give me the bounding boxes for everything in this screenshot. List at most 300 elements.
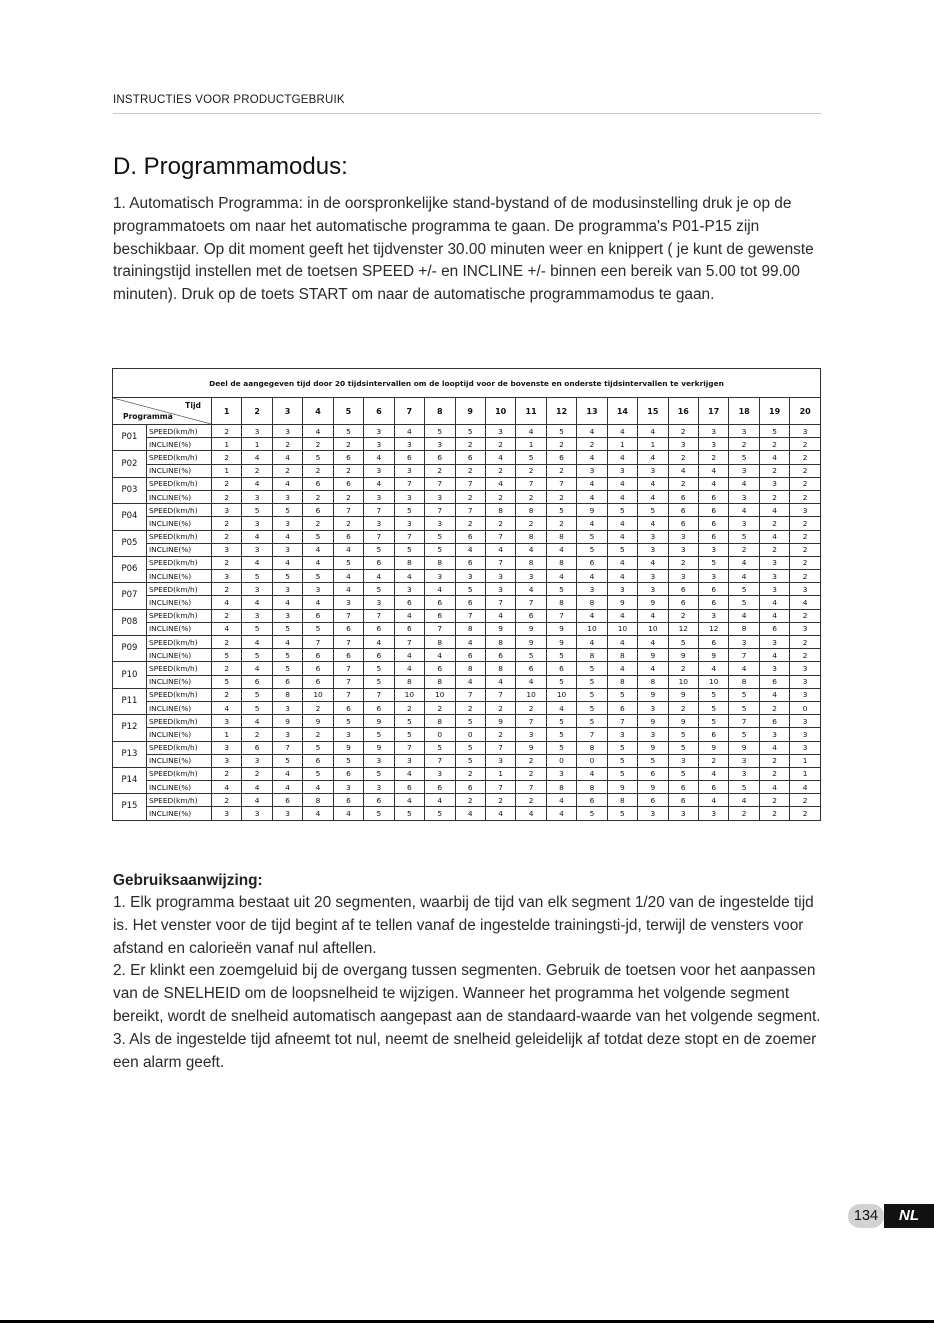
speed-value-cell: 3 (212, 715, 242, 728)
incline-value-cell: 1 (516, 438, 546, 451)
incline-value-cell: 0 (455, 728, 485, 741)
speed-value-cell: 9 (729, 741, 759, 754)
table-row (113, 570, 821, 583)
speed-value-cell: 6 (425, 662, 455, 675)
speed-value-cell: 5 (607, 688, 637, 701)
incline-value-cell: 5 (272, 754, 302, 767)
speed-value-cell: 5 (333, 425, 363, 438)
speed-value-cell: 8 (577, 741, 607, 754)
speed-value-cell: 9 (516, 741, 546, 754)
speed-value-cell: 4 (577, 609, 607, 622)
incline-value-cell: 3 (699, 807, 729, 820)
incline-value-cell: 3 (425, 438, 455, 451)
incline-value-cell: 2 (394, 701, 424, 714)
speed-value-cell: 4 (272, 556, 302, 569)
speed-value-cell: 4 (272, 530, 302, 543)
speed-value-cell: 5 (607, 741, 637, 754)
program-name: P14 (113, 767, 147, 793)
speed-value-cell: 6 (546, 662, 576, 675)
speed-value-cell: 8 (425, 715, 455, 728)
speed-value-cell: 4 (364, 477, 394, 490)
page-number: 134 (848, 1204, 884, 1228)
speed-value-cell: 3 (212, 504, 242, 517)
speed-value-cell: 6 (546, 451, 576, 464)
incline-value-cell: 2 (303, 438, 333, 451)
speed-value-cell: 2 (212, 477, 242, 490)
speed-value-cell: 3 (790, 715, 821, 728)
usage-paragraph-2: 2. Er klinkt een zoemgeluid bij de overgang tussen segmenten. Gebruik de toetsen voor het aanpassen van de SNELHEID om de loopsnelheid te wijzigen. Wanneer het programma het volgende segment bereikt, wordt de snelheid automatisch aangepast aan de standaard-waarde van het volgende segment. (113, 962, 821, 1025)
incline-value-cell: 7 (485, 596, 515, 609)
table-row (113, 438, 821, 451)
speed-value-cell: 6 (577, 794, 607, 807)
speed-value-cell: 2 (212, 556, 242, 569)
incline-value-cell: 5 (699, 701, 729, 714)
table-row (113, 543, 821, 556)
speed-value-cell: 5 (303, 767, 333, 780)
speed-label: SPEED(km/h) (147, 741, 212, 754)
time-column-header: 4 (303, 398, 333, 425)
program-name: P06 (113, 556, 147, 582)
speed-value-cell: 4 (729, 662, 759, 675)
speed-value-cell: 9 (333, 741, 363, 754)
speed-value-cell: 7 (333, 609, 363, 622)
speed-value-cell: 4 (303, 425, 333, 438)
speed-value-cell: 2 (212, 662, 242, 675)
incline-value-cell: 4 (455, 807, 485, 820)
program-name: P08 (113, 609, 147, 635)
incline-value-cell: 4 (303, 781, 333, 794)
speed-value-cell: 4 (577, 477, 607, 490)
incline-value-cell: 6 (303, 649, 333, 662)
incline-value-cell: 3 (638, 728, 668, 741)
table-row (113, 767, 821, 780)
speed-value-cell: 3 (638, 530, 668, 543)
speed-value-cell: 2 (485, 794, 515, 807)
speed-value-cell: 4 (272, 477, 302, 490)
table-row (113, 715, 821, 728)
incline-value-cell: 12 (668, 622, 698, 635)
speed-value-cell: 4 (272, 636, 302, 649)
time-column-header: 7 (394, 398, 424, 425)
speed-value-cell: 8 (485, 504, 515, 517)
table-row (113, 688, 821, 701)
speed-value-cell: 3 (546, 767, 576, 780)
incline-value-cell: 4 (607, 517, 637, 530)
speed-value-cell: 5 (272, 504, 302, 517)
speed-value-cell: 4 (577, 636, 607, 649)
incline-value-cell: 2 (303, 464, 333, 477)
speed-value-cell: 5 (455, 583, 485, 596)
incline-value-cell: 2 (759, 464, 789, 477)
incline-value-cell: 2 (759, 517, 789, 530)
speed-value-cell: 9 (485, 715, 515, 728)
speed-value-cell: 5 (729, 583, 759, 596)
speed-value-cell: 2 (212, 767, 242, 780)
incline-value-cell: 4 (212, 622, 242, 635)
incline-value-cell: 2 (546, 438, 576, 451)
incline-value-cell: 4 (546, 807, 576, 820)
incline-value-cell: 5 (364, 807, 394, 820)
table-row (113, 530, 821, 543)
incline-value-cell: 5 (212, 649, 242, 662)
speed-value-cell: 8 (516, 530, 546, 543)
incline-value-cell: 5 (242, 622, 272, 635)
incline-value-cell: 3 (272, 728, 302, 741)
speed-value-cell: 4 (485, 477, 515, 490)
speed-label: SPEED(km/h) (147, 477, 212, 490)
speed-value-cell: 9 (638, 688, 668, 701)
speed-value-cell: 5 (638, 504, 668, 517)
incline-value-cell: 3 (577, 464, 607, 477)
speed-value-cell: 6 (364, 556, 394, 569)
incline-value-cell: 2 (759, 490, 789, 503)
speed-value-cell: 4 (638, 556, 668, 569)
table-row (113, 609, 821, 622)
incline-value-cell: 2 (485, 701, 515, 714)
incline-value-cell: 9 (638, 596, 668, 609)
speed-value-cell: 6 (333, 530, 363, 543)
incline-value-cell: 9 (638, 649, 668, 662)
speed-value-cell: 7 (394, 636, 424, 649)
speed-value-cell: 2 (668, 425, 698, 438)
speed-value-cell: 4 (485, 609, 515, 622)
table-row (113, 794, 821, 807)
incline-value-cell: 2 (790, 649, 821, 662)
incline-value-cell: 3 (272, 517, 302, 530)
speed-value-cell: 10 (516, 688, 546, 701)
incline-label: INCLINE(%) (147, 622, 212, 635)
table-row (113, 741, 821, 754)
incline-value-cell: 2 (729, 438, 759, 451)
speed-value-cell: 4 (638, 477, 668, 490)
speed-value-cell: 3 (759, 477, 789, 490)
incline-value-cell: 10 (638, 622, 668, 635)
incline-value-cell: 3 (364, 517, 394, 530)
speed-label: SPEED(km/h) (147, 636, 212, 649)
speed-value-cell: 2 (516, 794, 546, 807)
time-column-header: 14 (607, 398, 637, 425)
speed-value-cell: 8 (303, 794, 333, 807)
incline-value-cell: 4 (759, 649, 789, 662)
speed-value-cell: 7 (333, 504, 363, 517)
incline-label: INCLINE(%) (147, 517, 212, 530)
incline-value-cell: 2 (242, 464, 272, 477)
incline-value-cell: 5 (577, 675, 607, 688)
incline-value-cell: 6 (485, 649, 515, 662)
incline-value-cell: 4 (303, 807, 333, 820)
incline-value-cell: 3 (333, 728, 363, 741)
speed-value-cell: 2 (516, 767, 546, 780)
speed-value-cell: 3 (668, 530, 698, 543)
incline-value-cell: 4 (790, 596, 821, 609)
language-tag: NL (884, 1204, 934, 1228)
table-row (113, 622, 821, 635)
incline-value-cell: 6 (303, 754, 333, 767)
incline-value-cell: 2 (759, 701, 789, 714)
speed-value-cell: 9 (546, 636, 576, 649)
speed-value-cell: 7 (516, 715, 546, 728)
usage-paragraph-3: 3. Als de ingestelde tijd afneemt tot nul, neemt de snelheid geleidelijk af totdat deze stopt en de zoemer een alarm geeft. (113, 1030, 817, 1071)
program-name: P03 (113, 477, 147, 503)
incline-value-cell: 5 (516, 649, 546, 662)
incline-value-cell: 5 (577, 543, 607, 556)
table-corner-header (113, 398, 212, 425)
speed-value-cell: 7 (333, 662, 363, 675)
incline-value-cell: 4 (516, 543, 546, 556)
speed-value-cell: 4 (638, 662, 668, 675)
speed-value-cell: 6 (455, 530, 485, 543)
incline-value-cell: 3 (242, 807, 272, 820)
incline-value-cell: 5 (303, 622, 333, 635)
speed-value-cell: 8 (485, 662, 515, 675)
incline-value-cell: 9 (668, 649, 698, 662)
incline-value-cell: 9 (516, 622, 546, 635)
speed-value-cell: 2 (668, 477, 698, 490)
program-name: P09 (113, 636, 147, 662)
incline-value-cell: 4 (333, 543, 363, 556)
incline-value-cell: 2 (790, 807, 821, 820)
speed-value-cell: 7 (364, 688, 394, 701)
incline-value-cell: 3 (272, 807, 302, 820)
incline-value-cell: 2 (333, 438, 363, 451)
speed-value-cell: 4 (759, 609, 789, 622)
speed-value-cell: 5 (425, 425, 455, 438)
incline-value-cell: 8 (607, 649, 637, 662)
incline-value-cell: 5 (333, 754, 363, 767)
incline-value-cell: 3 (272, 701, 302, 714)
speed-value-cell: 7 (394, 741, 424, 754)
incline-value-cell: 8 (729, 622, 759, 635)
speed-label: SPEED(km/h) (147, 794, 212, 807)
incline-value-cell: 3 (394, 464, 424, 477)
speed-value-cell: 7 (485, 688, 515, 701)
incline-value-cell: 3 (485, 754, 515, 767)
incline-value-cell: 4 (333, 807, 363, 820)
speed-value-cell: 4 (394, 662, 424, 675)
incline-value-cell: 9 (607, 596, 637, 609)
speed-value-cell: 7 (485, 530, 515, 543)
incline-value-cell: 5 (577, 807, 607, 820)
incline-value-cell: 3 (790, 622, 821, 635)
speed-value-cell: 6 (577, 556, 607, 569)
incline-value-cell: 3 (790, 728, 821, 741)
speed-value-cell: 7 (364, 504, 394, 517)
speed-value-cell: 3 (790, 688, 821, 701)
corner-program-label: Programma (123, 412, 173, 421)
incline-value-cell: 8 (394, 675, 424, 688)
incline-value-cell: 3 (272, 490, 302, 503)
speed-value-cell: 10 (425, 688, 455, 701)
speed-value-cell: 4 (638, 636, 668, 649)
speed-value-cell: 8 (272, 688, 302, 701)
incline-value-cell: 4 (364, 570, 394, 583)
speed-value-cell: 5 (303, 530, 333, 543)
incline-value-cell: 1 (212, 438, 242, 451)
corner-time-label: Tijd (185, 401, 201, 410)
intro-paragraph: 1. Automatisch Programma: in de oorspronkelijke stand-bystand of de modusinstelling druk je op de programmatoets om naar het automatische programma te gaan. De programma's P01-P15 zijn beschikbaar. Op dit moment geeft het tijdvenster 30.00 minuten weer en knippert ( je kunt de gewenste trainingstijd instellen met de toetsen SPEED +/- en INCLINE +/- binnen een bereik van 5.00 tot 99.00 minuten). Druk op de toets START om naar de automatische programmamodus te gaan. (113, 195, 814, 304)
incline-value-cell: 5 (364, 543, 394, 556)
incline-value-cell: 7 (577, 728, 607, 741)
incline-value-cell: 2 (790, 464, 821, 477)
incline-value-cell: 1 (607, 438, 637, 451)
incline-value-cell: 6 (759, 675, 789, 688)
speed-value-cell: 2 (212, 530, 242, 543)
speed-value-cell: 5 (333, 556, 363, 569)
incline-value-cell: 6 (364, 701, 394, 714)
incline-value-cell: 2 (546, 490, 576, 503)
speed-value-cell: 3 (577, 583, 607, 596)
speed-value-cell: 5 (699, 556, 729, 569)
table-row (113, 754, 821, 767)
incline-value-cell: 2 (455, 517, 485, 530)
incline-value-cell: 2 (485, 438, 515, 451)
program-name: P12 (113, 715, 147, 741)
incline-value-cell: 5 (607, 807, 637, 820)
incline-value-cell: 4 (242, 596, 272, 609)
incline-value-cell: 10 (577, 622, 607, 635)
speed-value-cell: 8 (425, 636, 455, 649)
incline-value-cell: 6 (333, 622, 363, 635)
incline-value-cell: 6 (699, 596, 729, 609)
incline-value-cell: 6 (303, 675, 333, 688)
incline-value-cell: 3 (212, 570, 242, 583)
speed-value-cell: 4 (242, 794, 272, 807)
incline-value-cell: 2 (577, 438, 607, 451)
speed-value-cell: 5 (242, 504, 272, 517)
incline-value-cell: 6 (425, 596, 455, 609)
incline-value-cell: 6 (668, 490, 698, 503)
speed-value-cell: 6 (699, 636, 729, 649)
incline-value-cell: 3 (455, 570, 485, 583)
incline-value-cell: 6 (668, 596, 698, 609)
incline-value-cell: 8 (425, 675, 455, 688)
incline-value-cell: 3 (364, 438, 394, 451)
speed-value-cell: 4 (425, 583, 455, 596)
speed-value-cell: 4 (577, 451, 607, 464)
speed-value-cell: 5 (364, 662, 394, 675)
speed-value-cell: 2 (668, 609, 698, 622)
table-row (113, 556, 821, 569)
speed-value-cell: 4 (455, 636, 485, 649)
incline-value-cell: 6 (425, 781, 455, 794)
incline-value-cell: 4 (485, 807, 515, 820)
incline-value-cell: 4 (638, 517, 668, 530)
incline-value-cell: 2 (546, 517, 576, 530)
time-column-header: 5 (333, 398, 363, 425)
incline-value-cell: 2 (485, 517, 515, 530)
speed-value-cell: 2 (212, 609, 242, 622)
speed-value-cell: 6 (394, 451, 424, 464)
incline-value-cell: 2 (333, 490, 363, 503)
incline-value-cell: 4 (607, 490, 637, 503)
incline-value-cell: 7 (425, 622, 455, 635)
speed-value-cell: 10 (546, 688, 576, 701)
speed-value-cell: 3 (303, 583, 333, 596)
speed-value-cell: 3 (212, 741, 242, 754)
speed-value-cell: 4 (607, 556, 637, 569)
speed-value-cell: 6 (668, 794, 698, 807)
incline-value-cell: 5 (546, 728, 576, 741)
speed-value-cell: 3 (759, 662, 789, 675)
speed-value-cell: 2 (699, 451, 729, 464)
incline-value-cell: 8 (729, 675, 759, 688)
speed-value-cell: 6 (668, 504, 698, 517)
incline-value-cell: 4 (577, 570, 607, 583)
speed-value-cell: 2 (212, 688, 242, 701)
speed-value-cell: 3 (790, 583, 821, 596)
speed-value-cell: 4 (394, 609, 424, 622)
speed-value-cell: 3 (729, 636, 759, 649)
incline-label: INCLINE(%) (147, 543, 212, 556)
speed-value-cell: 5 (425, 741, 455, 754)
table-row (113, 504, 821, 517)
table-row (113, 464, 821, 477)
speed-value-cell: 7 (333, 688, 363, 701)
incline-value-cell: 3 (607, 464, 637, 477)
speed-value-cell: 7 (607, 715, 637, 728)
incline-value-cell: 3 (485, 570, 515, 583)
time-column-header: 6 (364, 398, 394, 425)
incline-value-cell: 4 (546, 570, 576, 583)
time-column-header: 18 (729, 398, 759, 425)
speed-value-cell: 6 (638, 794, 668, 807)
incline-value-cell: 4 (759, 781, 789, 794)
speed-value-cell: 8 (607, 794, 637, 807)
incline-value-cell: 6 (272, 675, 302, 688)
incline-value-cell: 3 (333, 781, 363, 794)
speed-value-cell: 5 (699, 715, 729, 728)
incline-value-cell: 5 (607, 543, 637, 556)
incline-value-cell: 5 (242, 649, 272, 662)
speed-value-cell: 5 (303, 741, 333, 754)
incline-value-cell: 2 (790, 517, 821, 530)
incline-value-cell: 2 (546, 464, 576, 477)
program-name: P05 (113, 530, 147, 556)
speed-value-cell: 7 (394, 530, 424, 543)
program-name: P15 (113, 794, 147, 820)
speed-value-cell: 4 (607, 636, 637, 649)
speed-value-cell: 2 (790, 530, 821, 543)
incline-label: INCLINE(%) (147, 675, 212, 688)
speed-value-cell: 6 (699, 530, 729, 543)
speed-value-cell: 6 (333, 794, 363, 807)
incline-value-cell: 2 (516, 701, 546, 714)
speed-value-cell: 3 (242, 425, 272, 438)
speed-value-cell: 3 (242, 583, 272, 596)
incline-value-cell: 5 (394, 728, 424, 741)
table-row (113, 675, 821, 688)
speed-value-cell: 4 (699, 662, 729, 675)
speed-value-cell: 3 (759, 583, 789, 596)
speed-value-cell: 6 (303, 609, 333, 622)
speed-value-cell: 7 (333, 636, 363, 649)
incline-value-cell: 5 (303, 570, 333, 583)
incline-value-cell: 4 (668, 464, 698, 477)
speed-value-cell: 4 (607, 530, 637, 543)
speed-value-cell: 7 (455, 688, 485, 701)
incline-value-cell: 4 (425, 649, 455, 662)
incline-value-cell: 3 (425, 570, 455, 583)
incline-value-cell: 2 (790, 490, 821, 503)
speed-value-cell: 6 (425, 609, 455, 622)
incline-value-cell: 5 (607, 754, 637, 767)
incline-value-cell: 2 (333, 517, 363, 530)
incline-value-cell: 4 (212, 781, 242, 794)
speed-value-cell: 2 (668, 451, 698, 464)
table-row (113, 425, 821, 438)
speed-value-cell: 7 (729, 715, 759, 728)
incline-value-cell: 3 (729, 754, 759, 767)
